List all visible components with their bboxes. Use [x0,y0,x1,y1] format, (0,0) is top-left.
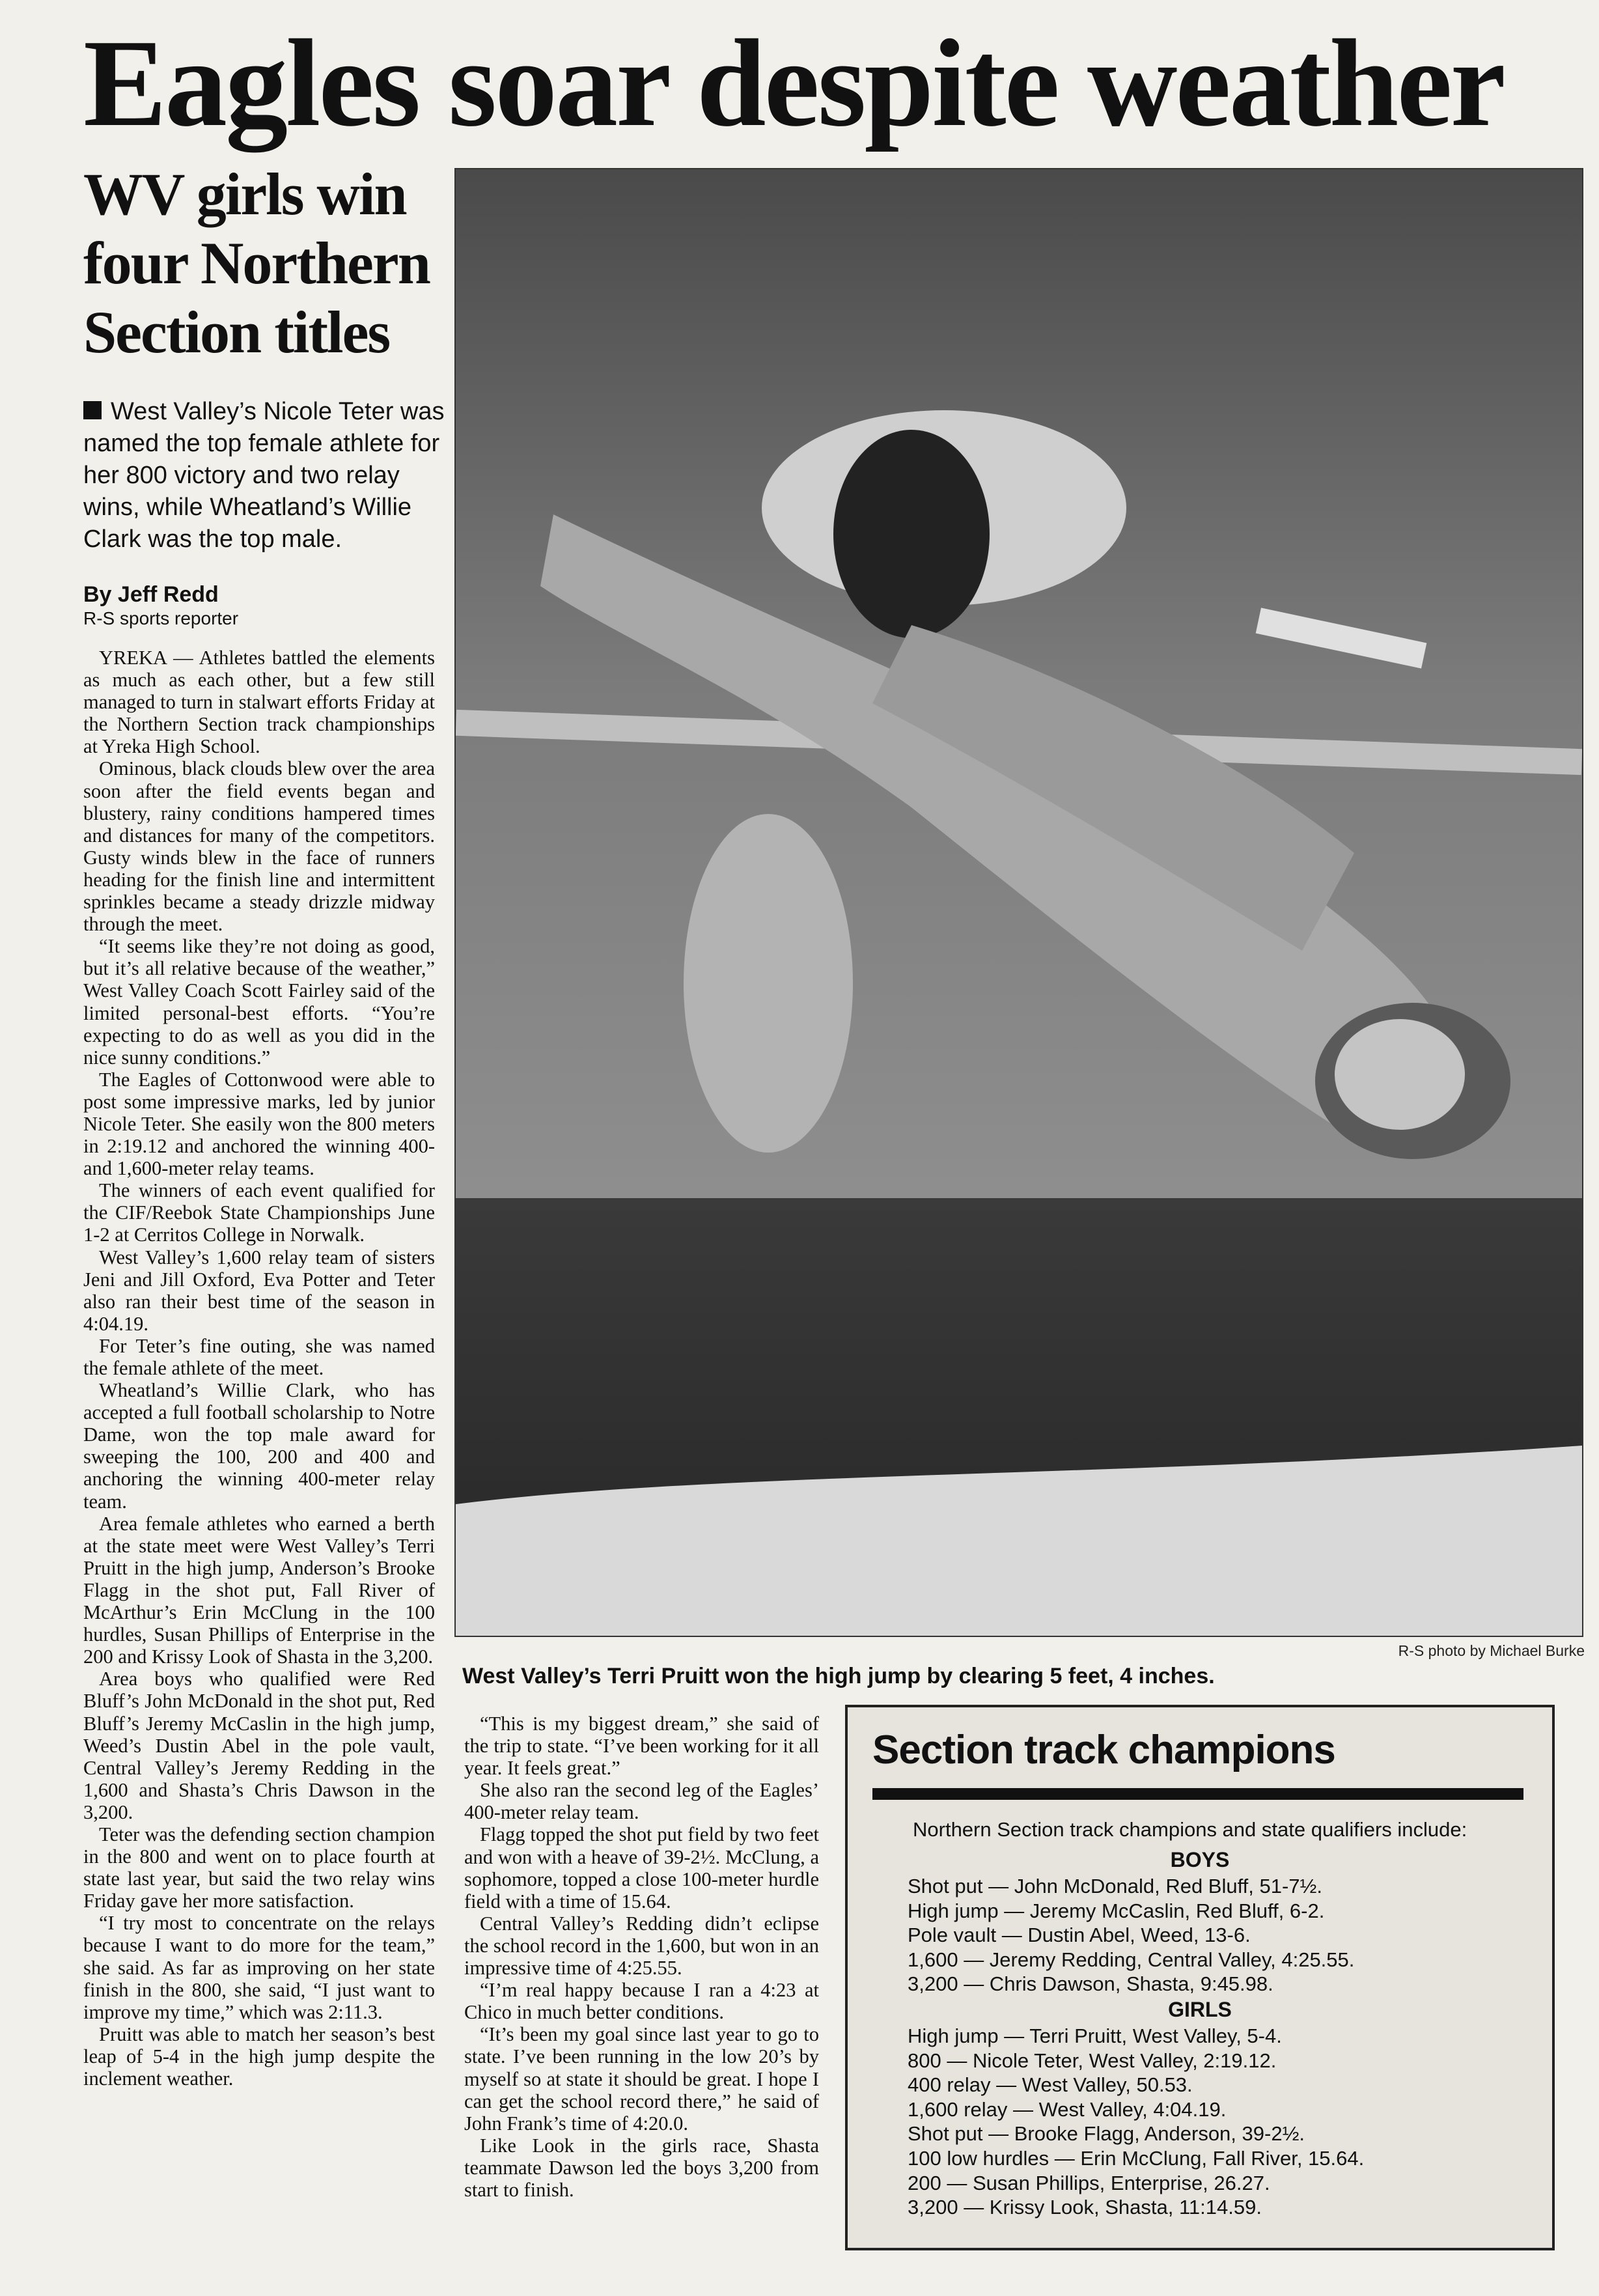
story-paragraph: “I try most to concentrate on the relays because I want to do more for the team,” she said. As far as improving on her state finish in the 800, she said, “I just want to improve my time,” which was 2:11.3. [83,1912,435,2023]
byline-author: By Jeff Redd [83,582,219,607]
photo-image [456,169,1582,1636]
list-item: High jump — Jeremy McCaslin, Red Bluff, 6-2. [908,1899,1325,1922]
list-item: 200 — Susan Phillips, Enterprise, 26.27. [908,2171,1270,2194]
story-paragraph: Wheatland’s Willie Clark, who has accepted a full football scholarship to Notre Dame, won the top male award for sweeping the 100, 200 and 400 and anchoring the winning 400-meter relay team. [83,1379,435,1513]
list-item: 3,200 — Chris Dawson, Shasta, 9:45.98. [908,1972,1273,1996]
story-paragraph: Flagg topped the shot put field by two feet and won with a heave of 39-2½. McClung, a sophomore, topped a close 100-meter hurdle field with a time of 15.64. [464,1823,819,1912]
story-paragraph: YREKA — Athletes battled the elements as much as each other, but a few still managed to turn in stalwart efforts Friday at the Northern Section track championships at Yreka High School. [83,647,435,758]
story-paragraph: Area boys who qualified were Red Bluff’s John McDonald in the shot put, Red Bluff’s Jeremy McCaslin in the high jump, Weed’s Dustin Abel in the pole vault, Central Valley’s Jeremy Redding in the 1,600 and Shasta’s Chris Dawson in the 3,200. [83,1668,435,1823]
list-item: 400 relay — West Valley, 50.53. [908,2073,1193,2097]
story-paragraph: She also ran the second leg of the Eagles’ 400-meter relay team. [464,1779,819,1824]
bullet-square-icon [83,401,102,419]
sidebar-intro: Northern Section track champions and state qualifiers include: [913,1818,1467,1841]
byline [83,581,448,630]
story-paragraph: Area female athletes who earned a berth at the state meet were West Valley’s Terri Pruitt in the high jump, Anderson’s Brooke Flagg in the shot put, Fall River of McArthur’s Erin McClung in the 100 hurdles, Susan Phillips of Enterprise in the 200 and Krissy Look of Shasta in the 3,200. [83,1512,435,1668]
list-item: 1,600 — Jeremy Redding, Central Valley, 4:25.55. [908,1948,1355,1971]
story-paragraph: Ominous, black clouds blew over the area soon after the field events began and blustery, rainy conditions hampered times and distances for many of the competitors. Gusty winds blew in the face of runners heading for the finish line and intermittent sprinkles became a steady drizzle midway through the meet. [83,757,435,936]
story-paragraph: “This is my biggest dream,” she said of the trip to state. “I’ve been working for it all year. It feels great.” [464,1713,819,1780]
list-item: Pole vault — Dustin Abel, Weed, 13-6. [908,1924,1251,1947]
story-summary [83,396,448,555]
list-item: Shot put — John McDonald, Red Bluff, 51-7½. [908,1875,1323,1897]
list-item: High jump — Terri Pruitt, West Valley, 5-4. [908,2024,1282,2047]
story-paragraph: For Teter’s fine outing, she was named the female athlete of the meet. [83,1334,435,1379]
list-item: Shot put — Brooke Flagg, Anderson, 39-2½. [908,2122,1305,2146]
girls-champions-list [908,2024,1364,2220]
list-item: 100 low hurdles — Erin McClung, Fall River, 15.64. [908,2146,1365,2170]
headline: Eagles soar despite weather [83,14,1504,152]
story-paragraph: Central Valley’s Redding didn’t eclipse the school record in the 1,600, but won in an impressive time of 4:25.55. [464,1912,819,1980]
story-paragraph: Teter was the defending section champion in the 800 and went on to place fourth at state last year, but said the two relay wins Friday gave her more satisfaction. [83,1823,435,1912]
sidebar-title: Section track champions [872,1728,1335,1772]
story-column-2 [464,1713,819,2279]
story-paragraph: The winners of each event qualified for the CIF/Reebok State Championships June 1-2 at Cerritos College in Norwalk. [83,1179,435,1246]
list-item: 800 — Nicole Teter, West Valley, 2:19.12. [908,2049,1277,2072]
story-paragraph: “It seems like they’re not doing as good, but it’s all relative because of the weather,” West Valley Coach Scott Fairley said of the limited personal-best efforts. “You’re expecting to do as well as you did in the nice sunny conditions.” [83,935,435,1069]
story-paragraph: Like Look in the girls race, Shasta teammate Dawson led the boys 3,200 from start to finish. [464,2134,819,2201]
list-item: 3,200 — Krissy Look, Shasta, 11:14.59. [908,2196,1262,2219]
photo-caption: West Valley’s Terri Pruitt won the high jump by clearing 5 feet, 4 inches. [462,1664,1215,1688]
boys-heading: BOYS [1170,1848,1230,1871]
champions-sidebar [845,1705,1555,2250]
story-paragraph: Pruitt was able to match her season’s best leap of 5-4 in the high jump despite the inclement weather. [83,2023,435,2090]
byline-role: R-S sports reporter [83,608,239,628]
story-paragraph: “I’m real happy because I ran a 4:23 at Chico in much better conditions. [464,1979,819,2024]
story-paragraph: West Valley’s 1,600 relay team of sisters Jeni and Jill Oxford, Eva Potter and Teter also ran their best time of the season in 4:04.19. [83,1246,435,1335]
list-item: 1,600 relay — West Valley, 4:04.19. [908,2097,1227,2121]
photo-credit: R-S photo by Michael Burke [1398,1642,1585,1659]
story-paragraph: The Eagles of Cottonwood were able to post some impressive marks, led by junior Nicole Teter. She easily won the 800 meters in 2:19.12 and anchored the winning 400- and 1,600-meter relay teams. [83,1068,435,1180]
subheadline-deck: WV girls win four Northern Section titles [83,161,430,365]
story-paragraph: “It’s been my goal since last year to go to state. I’ve been running in the low 20’s by myself so at state it should be great. I hope I can get the school record there,” he said of John Frank’s time of 4:20.0. [464,2023,819,2135]
girls-heading: GIRLS [1168,1998,1232,2021]
sidebar-rule [872,1788,1523,1800]
high-jump-photo [454,168,1583,1637]
summary-text: West Valley’s Nicole Teter was named the top female athlete for her 800 victory and two relay wins, while Wheatland’s Willie Clark was the top male. [83,398,445,553]
boys-champions-list [908,1874,1354,1996]
story-column-1 [83,647,435,2275]
